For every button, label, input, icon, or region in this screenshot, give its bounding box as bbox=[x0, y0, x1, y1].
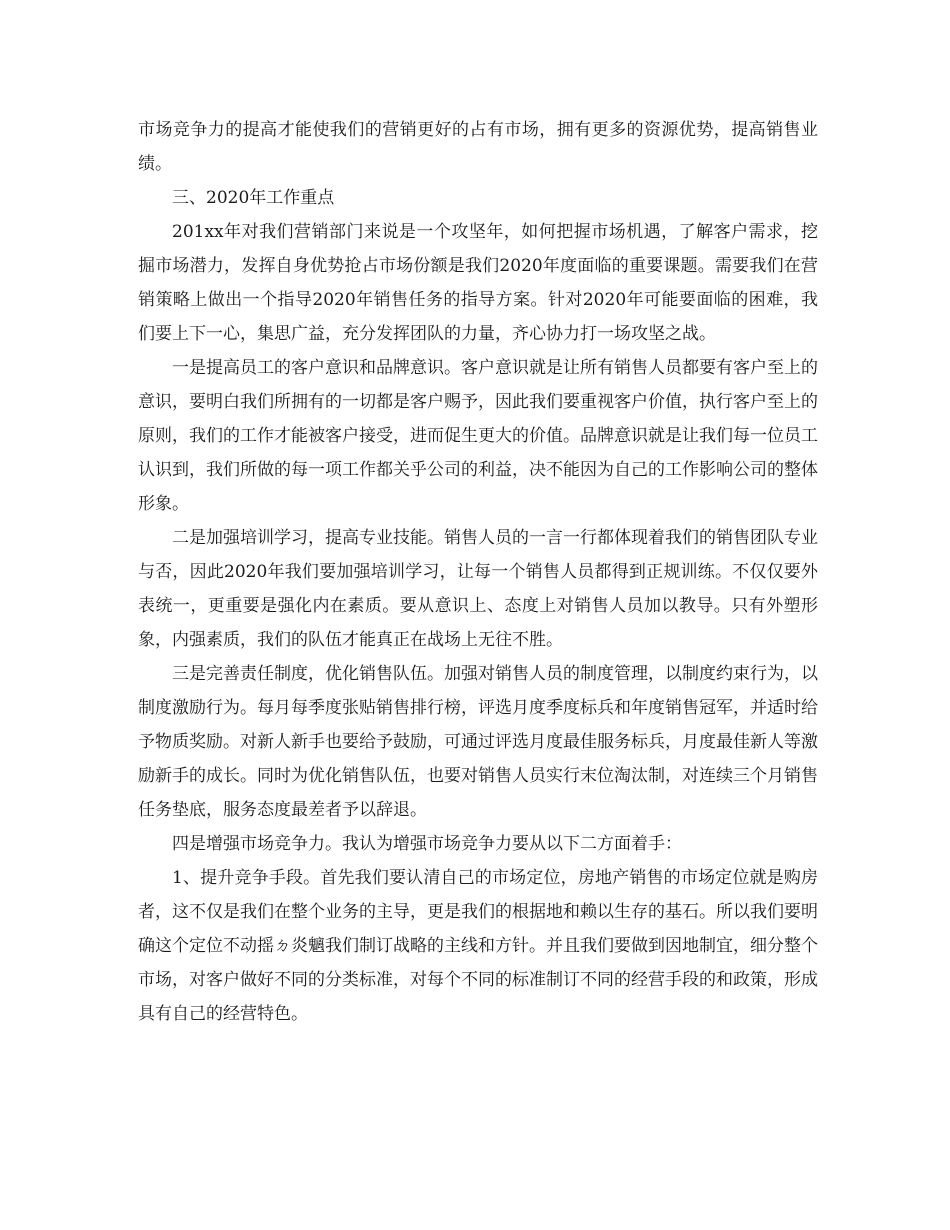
paragraph-point-one: 一是提高员工的客户意识和品牌意识。客户意识就是让所有销售人员都要有客户至上的意识，要明白我们所拥有的一切都是客户赐予，因此我们要重视客户价值，执行客户至上的原则，我们的工作才能被客户接受，进而促生更大的价值。品牌意识就是让我们每一位员工认识到，我们所做的每一项工作都关乎公司的利益，决不能因为自己的工作影响公司的整体形象。 bbox=[138, 358, 818, 514]
document-body bbox=[138, 113, 818, 1031]
paragraph-subpoint-one: 1、提升竞争手段。首先我们要认清自己的市场定位，房地产销售的市场定位就是购房者，这不仅是我们在整个业务的主导，更是我们的根据地和赖以生存的基石。所以我们要明确这个定位不动摇ㄉ炎魑我们制订战略的主线和方针。并且我们要做到因地制宜，细分整个市场，对客户做好不同的分类标准，对每个不同的标准制订不同的经营手段的和政策，形成具有自己的经营特色。 bbox=[138, 868, 818, 1024]
section-heading: 三、2020年工作重点 bbox=[172, 188, 335, 208]
paragraph-continuation: 市场竞争力的提高才能使我们的营销更好的占有市场，拥有更多的资源优势，提高销售业绩。 bbox=[138, 120, 818, 174]
paragraph-point-four: 四是增强市场竞争力。我认为增强市场竞争力要从以下二方面着手： bbox=[172, 834, 682, 854]
paragraph-point-three: 三是完善责任制度，优化销售队伍。加强对销售人员的制度管理，以制度约束行为，以制度激励行为。每月每季度张贴销售排行榜，评选月度季度标兵和年度销售冠军，并适时给予物质奖励。对新人新手也要给予鼓励，可通过评选月度最佳服务标兵，月度最佳新人等激励新手的成长。同时为优化销售队伍，也要对销售人员实行末位淘汰制，对连续三个月销售任务垫底，服务态度最差者予以辞退。 bbox=[138, 664, 818, 820]
paragraph-intro: 201xx年对我们营销部门来说是一个攻坚年，如何把握市场机遇，了解客户需求，挖掘市场潜力，发挥自身优势抢占市场份额是我们2020年度面临的重要课题。需要我们在营销策略上做出一个指导2020年销售任务的指导方案。针对2020年可能要面临的困难，我们要上下一心，集思广益，充分发挥团队的力量，齐心协力打一场攻坚之战。 bbox=[138, 222, 818, 344]
paragraph-point-two: 二是加强培训学习，提高专业技能。销售人员的一言一行都体现着我们的销售团队专业与否，因此2020年我们要加强培训学习，让每一个销售人员都得到正规训练。不仅仅要外表统一，更重要是强化内在素质。要从意识上、态度上对销售人员加以教导。只有外塑形象，内强素质，我们的队伍才能真正在战场上无往不胜。 bbox=[138, 528, 818, 650]
